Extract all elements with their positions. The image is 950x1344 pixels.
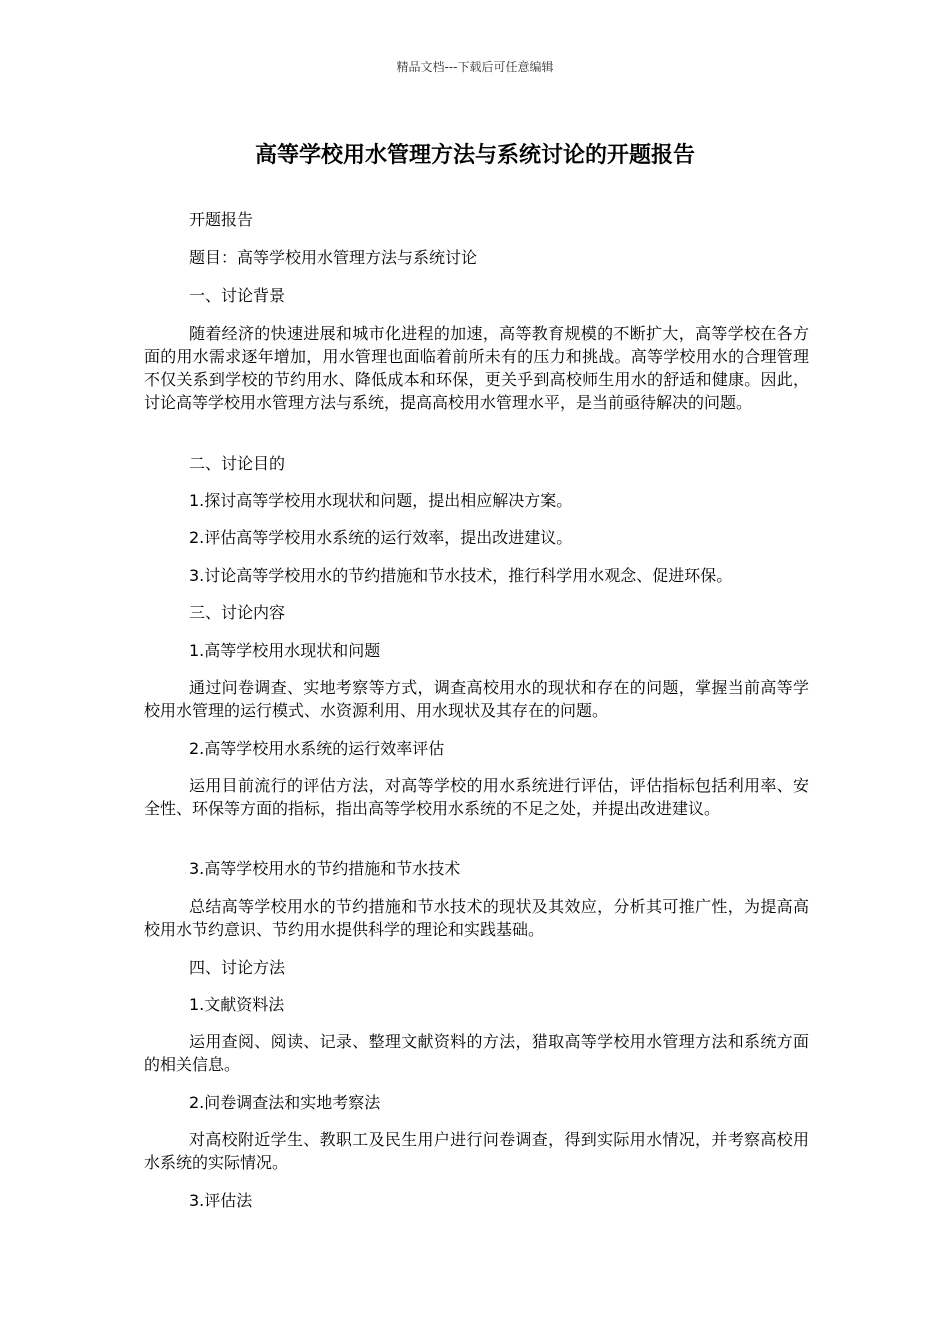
paragraph-content-1-body: 通过问卷调查、实地考察等方式，调查高校用水的现状和存在的问题，掌握当前高等学校用水管理的运行模式、水资源利用、用水现状及其存在的问题。: [144, 678, 809, 720]
subheading-method-1: 1.文献资料法: [189, 995, 285, 1014]
paragraph-background-body: 随着经济的快速进展和城市化进程的加速，高等教育规模的不断扩大，高等学校在各方面的用水需求逐年增加，用水管理也面临着前所未有的压力和挑战。高等学校用水的合理管理不仅关系到学校的节约用水、降低成本和环保，更关乎到高校师生用水的舒适和健康。因此，讨论高等学校用水管理方法与系统，提高高校用水管理水平，是当前亟待解决的问题。: [144, 324, 809, 412]
paragraph-content-3-body: 总结高等学校用水的节约措施和节水技术的现状及其效应，分析其可推广性，为提高高校用水节约意识、节约用水提供科学的理论和实践基础。: [144, 897, 809, 939]
paragraph-topic: 题目：高等学校用水管理方法与系统讨论: [189, 248, 478, 267]
subheading-method-3: 3.评估法: [189, 1191, 253, 1210]
section-heading-purpose: 二、讨论目的: [189, 454, 286, 473]
paragraph-purpose-1: 1.探讨高等学校用水现状和问题，提出相应解决方案。: [189, 491, 573, 510]
paragraph-content-2-body: 运用目前流行的评估方法，对高等学校的用水系统进行评估，评估指标包括利用率、安全性、环保等方面的指标，指出高等学校用水系统的不足之处，并提出改进建议。: [144, 776, 809, 818]
section-heading-content: 三、讨论内容: [189, 603, 286, 622]
subheading-content-2: 2.高等学校用水系统的运行效率评估: [189, 739, 445, 758]
paragraph-purpose-3: 3.讨论高等学校用水的节约措施和节水技术，推行科学用水观念、促进环保。: [189, 566, 733, 585]
paragraph-purpose-2: 2.评估高等学校用水系统的运行效率，提出改进建议。: [189, 528, 573, 547]
section-heading-method: 四、讨论方法: [189, 958, 286, 977]
section-heading-background: 一、讨论背景: [189, 286, 286, 305]
paragraph-method-2-body: 对高校附近学生、教职工及民生用户进行问卷调查，得到实际用水情况，并考察高校用水系统的实际情况。: [144, 1130, 809, 1172]
subheading-content-3: 3.高等学校用水的节约措施和节水技术: [189, 859, 461, 878]
subheading-content-1: 1.高等学校用水现状和问题: [189, 641, 381, 660]
paragraph-report-label: 开题报告: [189, 210, 254, 229]
document-title: 高等学校用水管理方法与系统讨论的开题报告: [254, 143, 695, 168]
paragraph-method-1-body: 运用查阅、阅读、记录、整理文献资料的方法，猎取高等学校用水管理方法和系统方面的相关信息。: [144, 1032, 809, 1074]
subheading-method-2: 2.问卷调查法和实地考察法: [189, 1093, 381, 1112]
page-header: 精品文档---下载后可任意编辑: [396, 60, 554, 74]
